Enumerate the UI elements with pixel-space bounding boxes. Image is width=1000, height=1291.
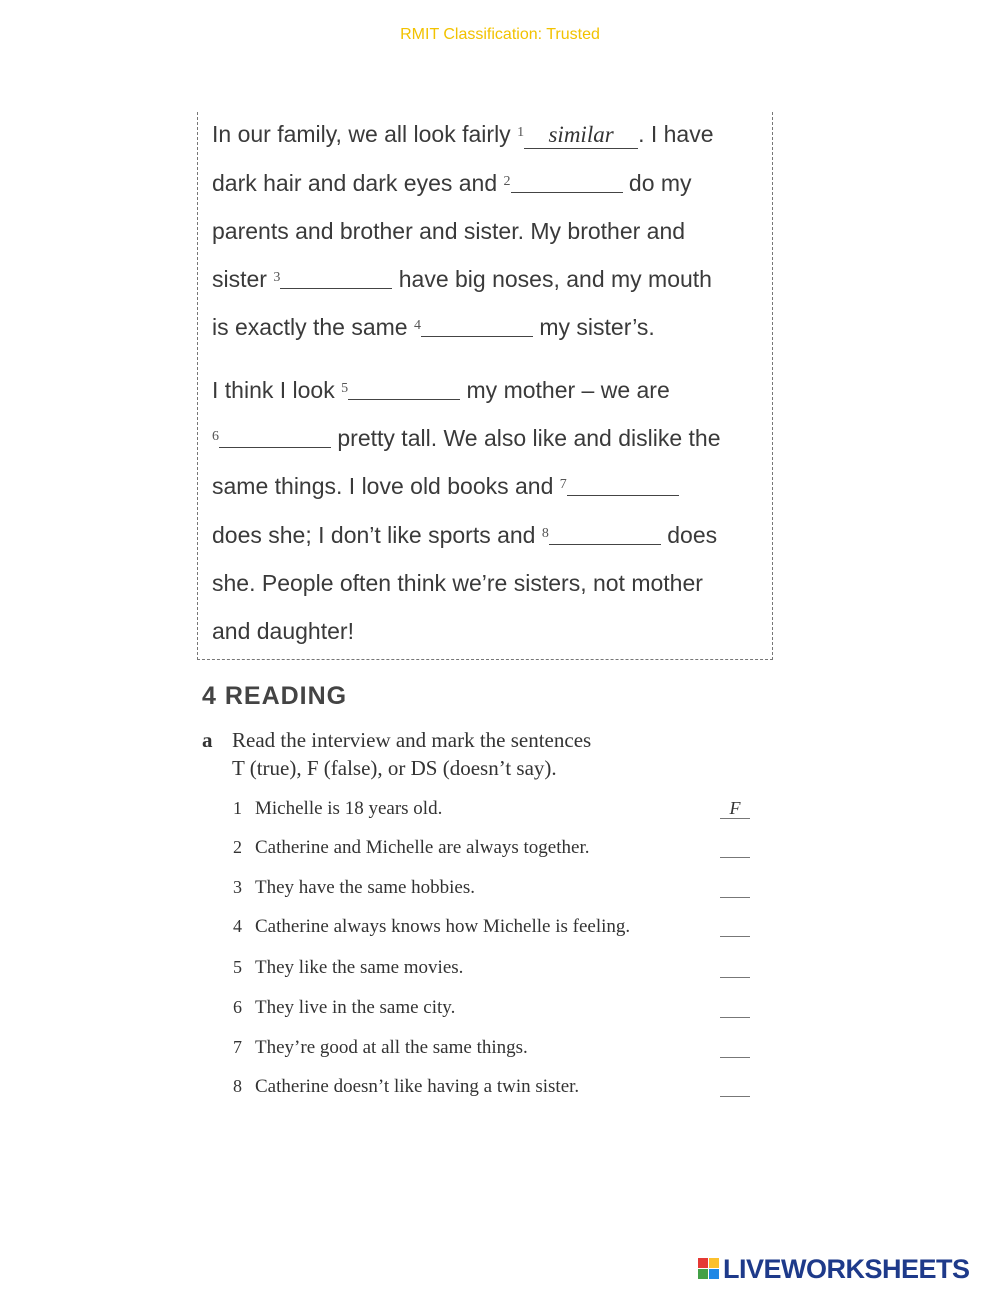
passage-text: my mother – we are bbox=[460, 377, 670, 403]
question-text: Michelle is 18 years old. bbox=[255, 798, 443, 819]
liveworksheets-logo-icon bbox=[698, 1258, 720, 1280]
passage-text: I think I look bbox=[212, 377, 342, 403]
answer-3-input[interactable] bbox=[720, 881, 750, 898]
blank-1-answer: similar bbox=[548, 122, 614, 147]
question-item-2 bbox=[233, 837, 753, 865]
question-number: 1 bbox=[233, 798, 242, 818]
passage-text: sister bbox=[212, 266, 274, 292]
question-number: 5 bbox=[233, 957, 242, 977]
passage-line-6 bbox=[212, 377, 670, 404]
passage-line-8 bbox=[212, 473, 679, 500]
passage-text: have big noses, and my mouth bbox=[392, 266, 712, 292]
question-item-8 bbox=[233, 1076, 753, 1104]
classification-label: RMIT Classification: Trusted bbox=[400, 26, 600, 43]
passage-text: do my bbox=[622, 170, 692, 196]
passage-line-10 bbox=[212, 570, 703, 597]
question-text: They’re good at all the same things. bbox=[255, 1037, 528, 1058]
passage-text: dark hair and dark eyes and bbox=[212, 170, 504, 196]
passage-line-7 bbox=[212, 425, 720, 452]
question-number: 6 bbox=[233, 997, 242, 1017]
answer-2-input[interactable] bbox=[720, 841, 750, 858]
question-text: They live in the same city. bbox=[255, 997, 456, 1018]
question-number: 4 bbox=[233, 916, 242, 936]
passage-line-4 bbox=[212, 266, 712, 293]
question-item-6 bbox=[233, 997, 753, 1025]
blank-number: 2 bbox=[503, 174, 511, 189]
answer-4-input[interactable] bbox=[720, 920, 750, 937]
passage-text: my sister’s. bbox=[532, 314, 655, 340]
blank-5-input[interactable] bbox=[348, 381, 460, 400]
question-number: 7 bbox=[233, 1037, 242, 1057]
blank-7-input[interactable] bbox=[567, 477, 679, 496]
question-number: 2 bbox=[233, 837, 242, 857]
question-text: They like the same movies. bbox=[255, 957, 464, 978]
question-text: Catherine and Michelle are always together. bbox=[255, 837, 590, 858]
passage-text: . I have bbox=[638, 121, 714, 147]
passage-line-1 bbox=[212, 121, 714, 149]
passage-text: is exactly the same bbox=[212, 314, 414, 340]
blank-6-input[interactable] bbox=[219, 429, 331, 448]
blank-3-input[interactable] bbox=[280, 270, 392, 289]
blank-1-input[interactable] bbox=[524, 121, 638, 149]
blank-4-input[interactable] bbox=[421, 318, 533, 337]
exercise-letter: a bbox=[202, 728, 213, 752]
section-heading: 4 READING bbox=[202, 682, 348, 710]
answer-5-input[interactable] bbox=[720, 961, 750, 978]
answer-6-input[interactable] bbox=[720, 1001, 750, 1018]
question-item-5 bbox=[233, 957, 753, 985]
logo-text: LIVEWORKSHEETS bbox=[723, 1254, 970, 1284]
question-item-1 bbox=[233, 798, 753, 826]
question-item-3 bbox=[233, 877, 753, 905]
question-text: Catherine doesn’t like having a twin sister. bbox=[255, 1076, 580, 1097]
passage-line-3 bbox=[212, 218, 685, 245]
instruction-line-1: Read the interview and mark the sentences bbox=[232, 728, 592, 752]
passage-line-2 bbox=[212, 170, 692, 197]
blank-number: 8 bbox=[541, 526, 549, 541]
question-text: They have the same hobbies. bbox=[255, 877, 476, 898]
passage-text: she. People often think we’re sisters, not mother bbox=[212, 570, 703, 596]
liveworksheets-logo bbox=[698, 1256, 998, 1290]
passage-text: parents and brother and sister. My brother and bbox=[212, 218, 686, 244]
passage-text: same things. I love old books and bbox=[212, 473, 560, 499]
passage-line-9 bbox=[212, 522, 717, 549]
passage-line-5 bbox=[212, 314, 655, 341]
passage-text: In our family, we all look fairly bbox=[212, 121, 518, 147]
question-item-4 bbox=[233, 916, 753, 944]
blank-number: 1 bbox=[517, 125, 525, 140]
blank-number: 6 bbox=[212, 429, 219, 444]
blank-number: 4 bbox=[413, 318, 421, 333]
answer-1-input[interactable]: F bbox=[720, 802, 750, 819]
blank-number: 3 bbox=[273, 270, 281, 285]
question-number: 8 bbox=[233, 1076, 242, 1096]
passage-text: and daughter! bbox=[212, 618, 354, 644]
blank-number: 7 bbox=[559, 477, 567, 492]
answer-7-input[interactable] bbox=[720, 1041, 750, 1058]
question-item-7 bbox=[233, 1037, 753, 1065]
blank-8-input[interactable] bbox=[549, 526, 661, 545]
passage-text: does she; I don’t like sports and bbox=[212, 522, 542, 548]
question-text: Catherine always knows how Michelle is feeling. bbox=[255, 916, 631, 937]
passage-text: does bbox=[660, 522, 718, 548]
passage-line-11 bbox=[212, 618, 354, 645]
question-number: 3 bbox=[233, 877, 242, 897]
passage-text: pretty tall. We also like and dislike the bbox=[331, 425, 721, 451]
blank-number: 5 bbox=[341, 381, 349, 396]
instruction-line-2: T (true), F (false), or DS (doesn’t say). bbox=[232, 756, 557, 780]
blank-2-input[interactable] bbox=[511, 174, 623, 193]
answer-8-input[interactable] bbox=[720, 1080, 750, 1097]
